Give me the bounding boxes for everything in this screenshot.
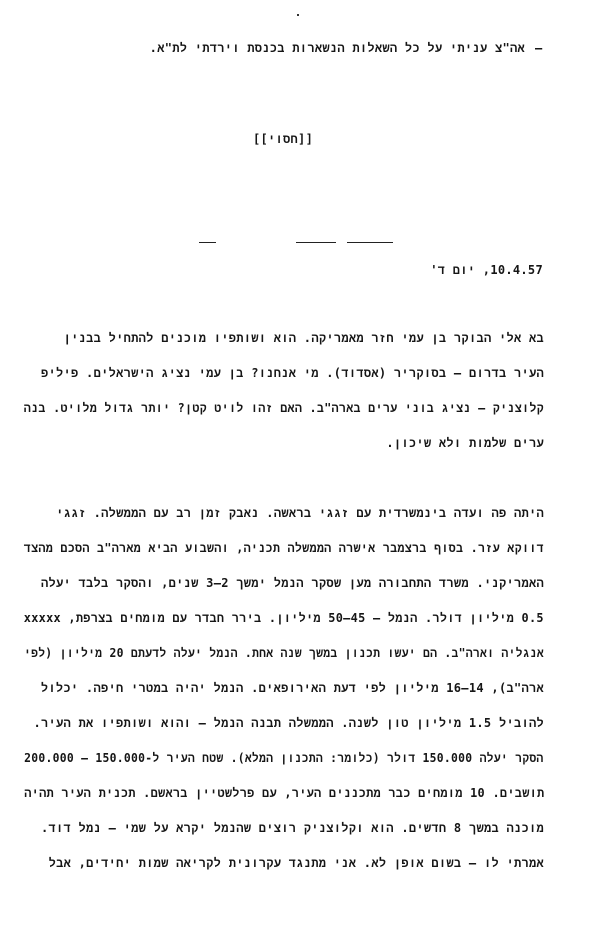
redaction-marker: [[חסוי]] [253, 132, 314, 146]
paragraph-line: 0.5 מיליון דולר. הנמל – 45–50 מיליון. בירר חבדר עם מומחים בצרפת, xxxxx [23, 611, 544, 625]
paragraph-line: היתה פה ועדה בינמשרדית עם זגגי בראשה. נאבק זמן רב עם הממשלה. זגגי [56, 506, 544, 520]
separator-line [347, 242, 393, 243]
separator-line [296, 242, 336, 243]
paragraph-line: בא אלי הבוקר בן עמי חזר מאמריקה. הוא ושותפיו מוכנים להתחיל בבנין [63, 331, 544, 345]
paragraph-line: העיר בדרום – בסוקריר (אסדוד). מי אנחנו? בן עמי נציג הישראלים. פיליפ [41, 366, 544, 380]
paragraph-line: אמרתי לו – בשום אופן לא. אני מתנגד עקרונית לקריאה שמות יחידים, אבל [48, 856, 544, 870]
separator-line [199, 242, 216, 243]
paragraph-line: קלוצניק – נציג בוני ערים בארה"ב. האם זהו לויט קטן? יותר גדול מלויט. בנה [23, 401, 544, 415]
paragraph-line: דווקא עזר. בסוף ברצמבר אישרה הממשלה תכניה, והשבוע הביא מארה"ב הסכם מהצד [23, 541, 544, 555]
paragraph-line: הסקר יעלה 150.000 דולר (כלומר: התכנון המלא). שטח העיר ל-150.000 – 200.000 [24, 751, 544, 765]
paragraph-line: מוכנה במשך 8 חדשים. הוא וקלוצניק רוצים שהנמל יקרא על שמי – נמל דוד. [41, 821, 544, 835]
paragraph-line: ארה"ב), 14–16 מיליון לפי דעת האירופאים. הנמל יהיה במטרי חיפה. יכלול [40, 681, 544, 695]
paragraph-line: תושבים. 10 מומחים כבר מתכננים העיר, עם פרלשטיין בראשם. תכנית העיר תהיה [23, 786, 544, 800]
paragraph-line: האמריקני. משרד התחבורה מען שסקר הנמל ימשך 2–3 שנים, והסקר בלבד יעלה [41, 576, 544, 590]
header-bullet: – [535, 41, 543, 55]
header-note: אה"צ עניתי על כל השאלות הנשארות בכנסת וירדתי לת"א. [149, 41, 525, 55]
paragraph-line: אנגליה וארה"ב. הם יעשו תכנון במשך שנה אחת. הנמל יעלה לדעתם 20 מיליון (לפי [23, 646, 545, 660]
punch-mark [297, 14, 299, 16]
paragraph-line: ערים שלמות ולא שיכון. [386, 436, 544, 450]
diary-date: 10.4.57, יום ד' [430, 263, 543, 277]
paragraph-line: להוביל 1.5 מיליון טון לשנה. הממשלה תבנה הנמל – והוא ושותפיו את העיר. [33, 716, 544, 730]
